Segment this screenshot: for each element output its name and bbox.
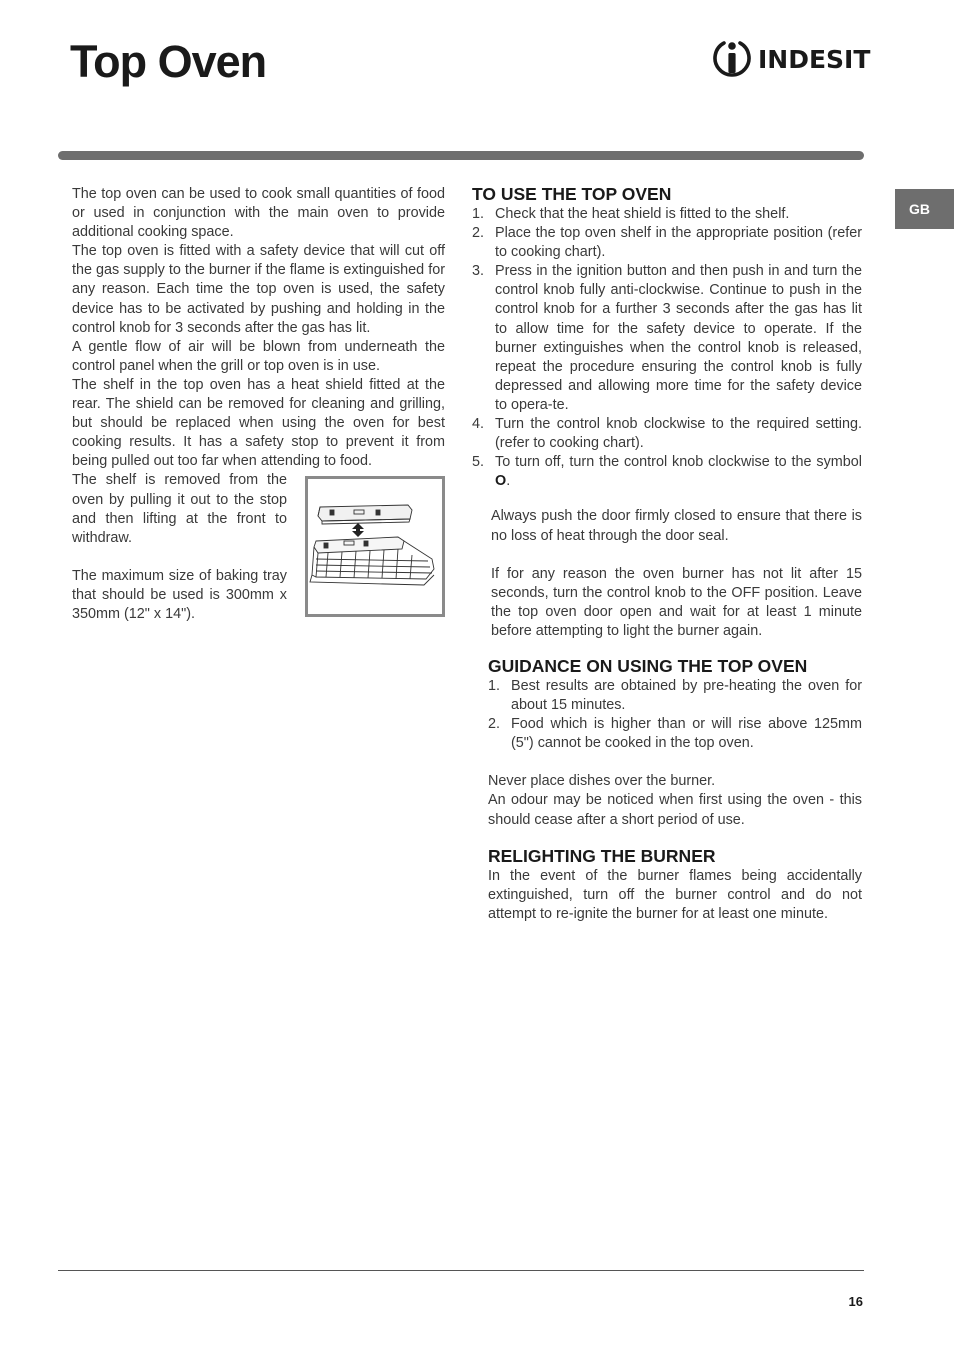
step-number: 3.: [472, 263, 485, 280]
step-text: To turn off, turn the control knob clockwise to the symbol: [495, 454, 862, 471]
dishes-note: Never place dishes over the burner.: [488, 773, 716, 790]
page-number: 16: [848, 1294, 863, 1309]
guidance-heading: GUIDANCE ON USING THE TOP OVEN: [488, 655, 808, 676]
off-symbol: O: [495, 473, 507, 490]
brand-logo: [712, 36, 870, 82]
step-number: 2.: [488, 716, 501, 733]
brand-name: INDESIT: [758, 44, 871, 74]
list-item: [488, 715, 862, 753]
safety-device-paragraph: The top oven is fitted with a safety device that will cut off the gas supply to the burner if the flame is extinguished for any reason. Each time the top oven is used, the safety device has to be activated by pushing and holding in the control knob for 3 seconds after the gas has lit.: [72, 243, 445, 336]
header-divider: [58, 151, 864, 160]
list-item: [472, 224, 862, 262]
list-item: [472, 453, 862, 491]
step-number: 5.: [472, 454, 485, 471]
list-item: [472, 262, 862, 415]
step-number: 1.: [472, 206, 485, 222]
baking-tray-size-paragraph: The maximum size of baking tray that should be used is 300mm x 350mm (12" x 14").: [72, 567, 287, 622]
step-text: Food which is higher than or will rise above 125mm (5") cannot be cooked in the top oven.: [511, 716, 862, 752]
instructions-column: [472, 184, 862, 924]
list-item: [472, 205, 862, 224]
use-heading: TO USE THE TOP OVEN: [472, 184, 672, 204]
step-text: Press in the ignition button and then push in and turn the control knob fully anti-clockwise. Continue to push in the control knob for a further 3 seconds after the gas has lit to allow time for the safety device to operate. If the burner extinguishes when the control knob is released, repeat the procedure ensuring the control knob is fully depressed and allowing more time for the safety device to opera-te.: [495, 263, 862, 413]
burner-not-lit-note: If for any reason the oven burner has not lit after 15 seconds, turn the control knob to the OFF position. Leave the top oven door open and wait for at least 1 minute before attempting to light the burner again.: [491, 565, 862, 639]
oven-shelf-diagram-icon: [308, 479, 442, 614]
intro-paragraph: The top oven can be used to cook small quantities of food or used in conjunction with the main oven to provide additional cooking space.: [72, 186, 445, 241]
heat-shield-paragraph: The shelf in the top oven has a heat shield fitted at the rear. The shield can be removed for cleaning and grilling, but should be replaced when using the oven for best cooking results. It has a safety stop to prevent it from being pulled out too far when attending to food.: [72, 376, 445, 470]
relight-text: In the event of the burner flames being accidentally extinguished, turn off the burner control and do not attempt to re-ignite the burner for at least one minute.: [488, 867, 862, 922]
step-text: Check that the heat shield is fitted to the shelf.: [495, 206, 790, 222]
air-flow-paragraph: A gentle flow of air will be blown from underneath the control panel when the grill or top oven is in use.: [72, 338, 445, 374]
shelf-illustration: [305, 476, 445, 617]
language-tab: GB: [895, 189, 954, 229]
indesit-logo-icon: [712, 37, 752, 81]
door-note: Always push the door firmly closed to ensure that there is no loss of heat through the door seal.: [491, 508, 862, 544]
odour-note: An odour may be noticed when first using the oven - this should cease after a short period of use.: [488, 792, 862, 828]
step-end: .: [506, 473, 511, 490]
list-item: [488, 677, 862, 715]
guidance-steps-list: [488, 677, 862, 753]
relight-heading: RELIGHTING THE BURNER: [488, 845, 716, 866]
intro-column: [72, 185, 445, 624]
step-text: Best results are obtained by pre-heating the oven for about 15 minutes.: [511, 677, 862, 714]
page-title: Top Oven: [70, 36, 267, 87]
footer-divider: [58, 1270, 864, 1271]
use-steps-list: [472, 205, 862, 491]
step-text: Turn the control knob clockwise to the required setting. (refer to cooking chart).: [495, 416, 862, 452]
step-number: 1.: [488, 677, 501, 694]
step-number: 2.: [472, 225, 485, 242]
step-number: 4.: [472, 416, 485, 433]
shelf-removal-paragraph: The shelf is removed from the oven by pulling it out to the stop and then lifting at the front to withdraw.: [72, 472, 287, 546]
list-item: [472, 415, 862, 453]
step-text: Place the top oven shelf in the appropriate position (refer to cooking chart).: [495, 225, 862, 261]
